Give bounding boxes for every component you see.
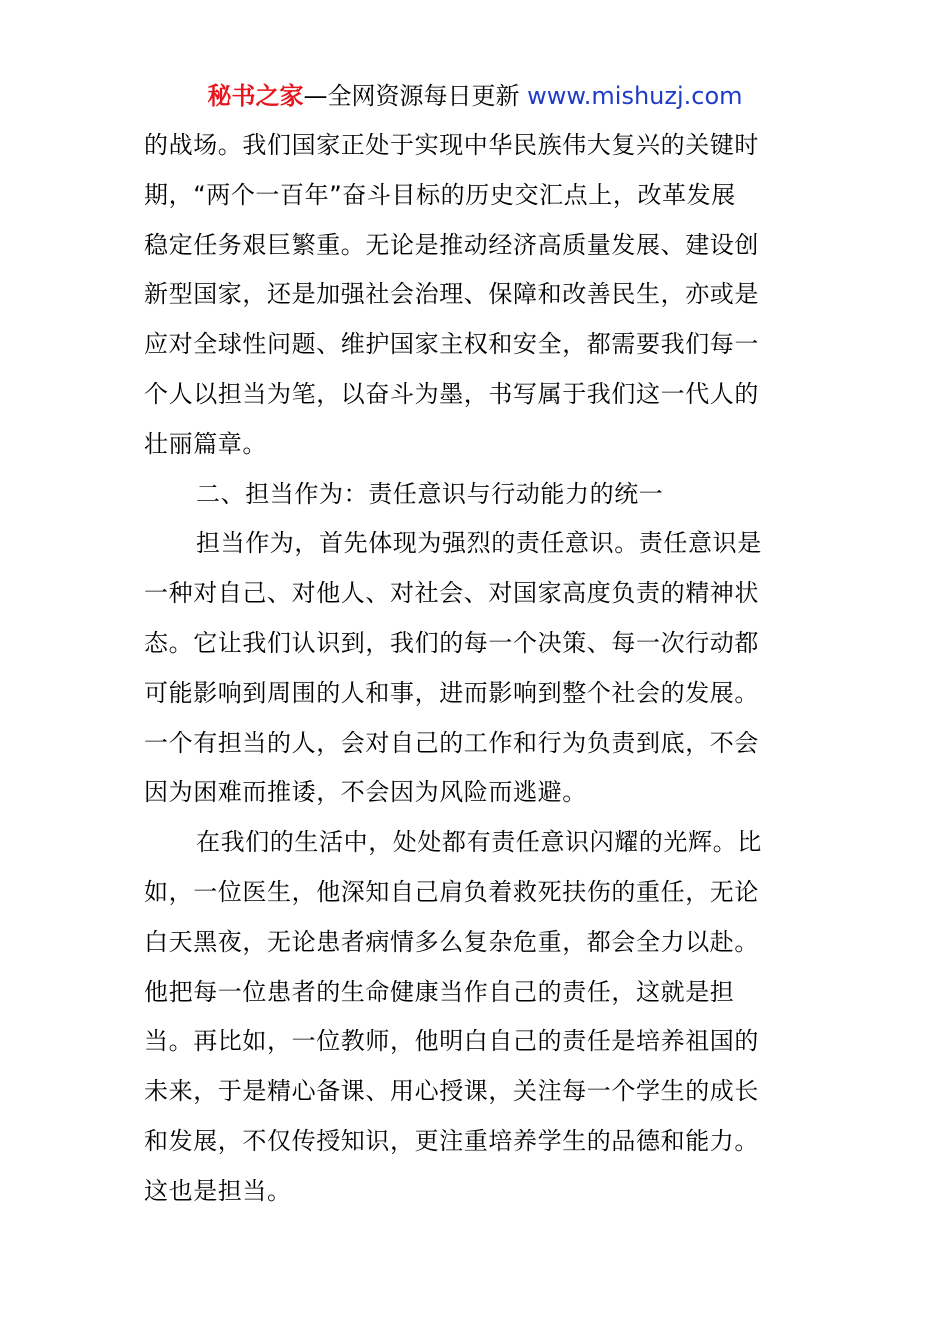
text-line: 这也是担当。 <box>144 1176 292 1205</box>
section-heading: 二、担当作为：责任意识与行动能力的统一 <box>196 479 664 508</box>
text-line: 当。再比如，一位教师，他明白自己的责任是培养祖国的 <box>144 1027 759 1056</box>
text-line: 态。它让我们认识到，我们的每一个决策、每一次行动都 <box>144 628 759 657</box>
text-line: 未来，于是精心备课、用心授课，关注每一个学生的成长 <box>144 1077 759 1106</box>
text-line: 因为困难而推诿，不会因为风险而逃避。 <box>144 778 587 807</box>
text-line: 期，“两个一百年”奋斗目标的历史交汇点上，改革发展 <box>144 180 736 209</box>
text-line: 他把每一位患者的生命健康当作自己的责任，这就是担 <box>144 977 735 1006</box>
text-line: 新型国家，还是加强社会治理、保障和改善民生，亦或是 <box>144 280 759 309</box>
text-line: 个人以担当为笔，以奋斗为墨，书写属于我们这一代人的 <box>144 379 759 408</box>
text-line: 一个有担当的人，会对自己的工作和行为负责到底，不会 <box>144 728 759 757</box>
site-header <box>0 80 950 112</box>
text-line: 壮丽篇章。 <box>144 429 267 458</box>
text-line: 应对全球性问题、维护国家主权和安全，都需要我们每一 <box>144 330 759 359</box>
paragraph-first-line: 在我们的生活中，处处都有责任意识闪耀的光辉。比 <box>196 828 762 857</box>
site-brand: 秘书之家 <box>207 82 304 110</box>
text-line: 如，一位医生，他深知自己肩负着救死扶伤的重任，无论 <box>144 877 759 906</box>
document-body <box>144 121 808 1217</box>
text-line: 白天黑夜，无论患者病情多么复杂危重，都会全力以赴。 <box>144 927 759 956</box>
paragraph-first-line: 担当作为，首先体现为强烈的责任意识。责任意识是 <box>196 529 762 558</box>
text-line: 和发展，不仅传授知识，更注重培养学生的品德和能力。 <box>144 1126 759 1155</box>
text-line: 一种对自己、对他人、对社会、对国家高度负责的精神状 <box>144 579 759 608</box>
text-line: 的战场。我们国家正处于实现中华民族伟大复兴的关键时 <box>144 131 759 159</box>
site-url-link[interactable]: www.mishuzj.com <box>527 82 743 110</box>
text-line: 稳定任务艰巨繁重。无论是推动经济高质量发展、建设创 <box>144 230 759 259</box>
text-line: 可能影响到周围的人和事，进而影响到整个社会的发展。 <box>144 678 759 707</box>
site-tagline: —全网资源每日更新 <box>303 82 528 110</box>
